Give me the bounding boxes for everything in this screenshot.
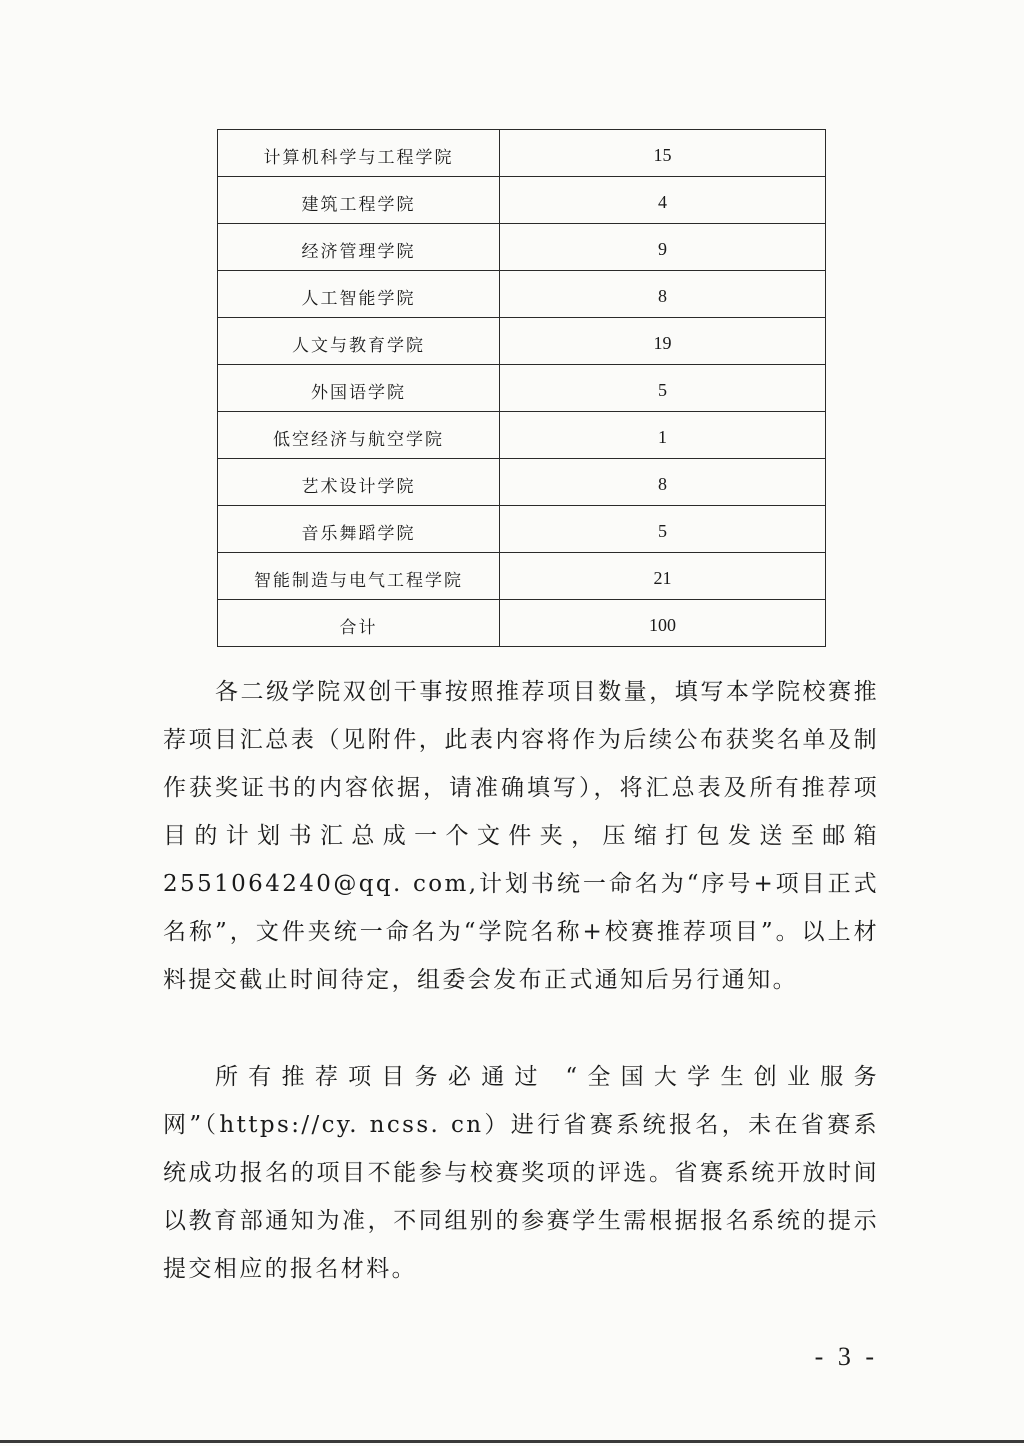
total-count-cell: 100: [500, 600, 826, 647]
project-count-cell: 15: [500, 130, 826, 177]
table-row: [218, 271, 826, 318]
project-count-cell: 19: [500, 318, 826, 365]
registration-instructions-paragraph: 所有推荐项目务必通过 “全国大学生创业服务网”（https://cy. ncss. cn）进行省赛系统报名，未在省赛系统成功报名的项目不能参与校赛奖项的评选。省赛系统开放时间以教育部通知为准，不同组别的参赛学生需根据报名系统的提示提交相应的报名材料。: [163, 1064, 879, 1282]
project-count-cell: 21: [500, 553, 826, 600]
project-count-cell: 5: [500, 506, 826, 553]
project-count-cell: 4: [500, 177, 826, 224]
college-name-cell: 外国语学院: [218, 365, 500, 412]
table-total-row: [218, 600, 826, 647]
page-number: - 3 -: [814, 1342, 878, 1371]
college-name-cell: 音乐舞蹈学院: [218, 506, 500, 553]
project-count-cell: 5: [500, 365, 826, 412]
college-name-cell: 人工智能学院: [218, 271, 500, 318]
table-row: [218, 177, 826, 224]
college-name-cell: 低空经济与航空学院: [218, 412, 500, 459]
table-row: [218, 459, 826, 506]
table-row: [218, 553, 826, 600]
table-row: [218, 365, 826, 412]
project-count-cell: 9: [500, 224, 826, 271]
table-row: [218, 412, 826, 459]
project-count-cell: 8: [500, 271, 826, 318]
bottom-border-line: [0, 1440, 1024, 1443]
college-name-cell: 建筑工程学院: [218, 177, 500, 224]
college-name-cell: 智能制造与电气工程学院: [218, 553, 500, 600]
quota-table-body: [218, 130, 826, 647]
project-count-cell: 8: [500, 459, 826, 506]
project-count-cell: 1: [500, 412, 826, 459]
recommendation-quota-table: [217, 129, 826, 647]
college-name-cell: 经济管理学院: [218, 224, 500, 271]
total-label-cell: 合计: [218, 600, 500, 647]
table-row: [218, 318, 826, 365]
table-row: [218, 224, 826, 271]
table-row: [218, 506, 826, 553]
college-name-cell: 计算机科学与工程学院: [218, 130, 500, 177]
college-name-cell: 人文与教育学院: [218, 318, 500, 365]
table-row: [218, 130, 826, 177]
submission-instructions-paragraph: 各二级学院双创干事按照推荐项目数量，填写本学院校赛推荐项目汇总表（见附件，此表内容将作为后续公布获奖名单及制作获奖证书的内容依据，请准确填写），将汇总表及所有推荐项目的计划书汇总成一个文件夹，压缩打包发送至邮箱 2551064240@qq. com,计划书统一命名为“序号+项目正式名称”，文件夹统一命名为“学院名称+校赛推荐项目”。以上材料提交截止时间待定，组委会发布正式通知后另行通知。: [163, 679, 879, 993]
college-name-cell: 艺术设计学院: [218, 459, 500, 506]
